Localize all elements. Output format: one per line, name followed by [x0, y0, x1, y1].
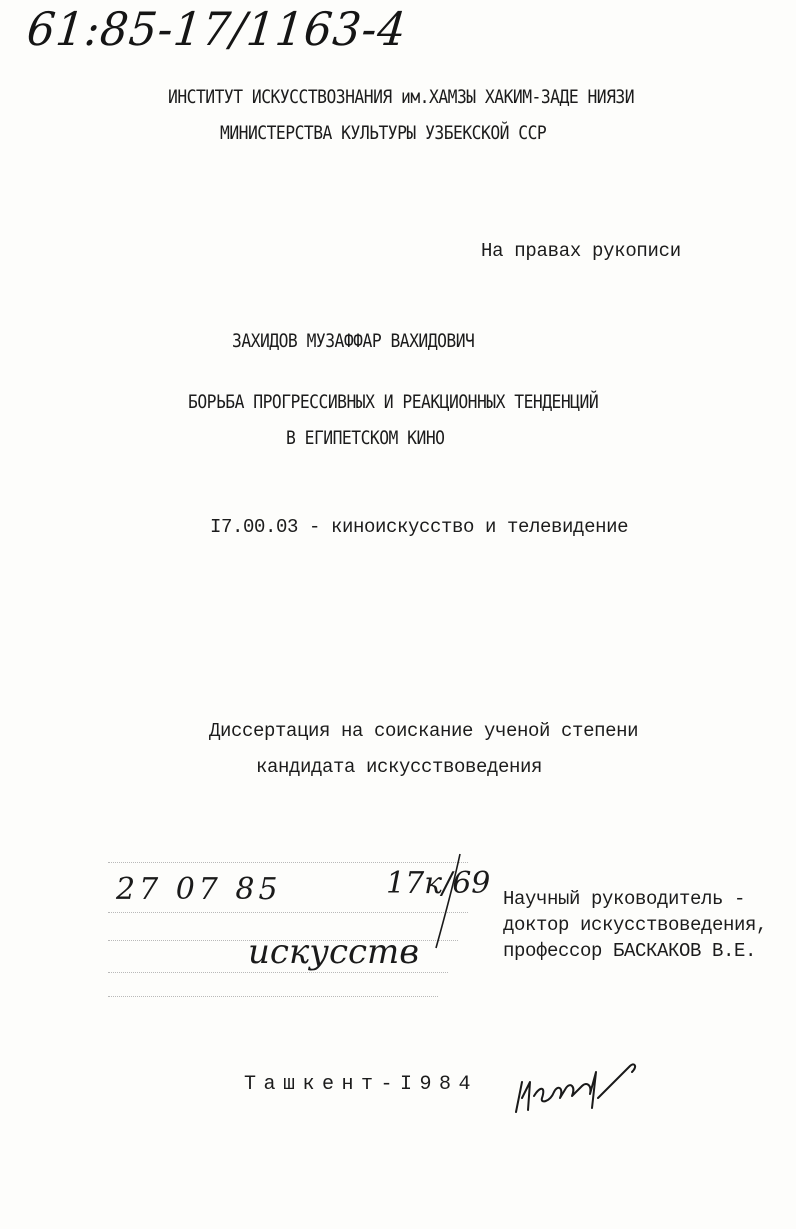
- dissertation-line-1: Диссертация на соискание ученой степени: [209, 720, 639, 742]
- handwritten-date: 27 07 85: [116, 872, 282, 907]
- stamp-dotted-line: [108, 862, 468, 863]
- handwritten-archive-number: 61:85-17/1163-4: [24, 2, 410, 56]
- supervisor-line-1: Научный руководитель -: [503, 888, 746, 910]
- institution-line-1: ИНСТИТУТ ИСКУССТВОЗНАНИЯ им.ХАМЗЫ ХАКИМ-ЗАДЕ НИЯЗИ: [168, 86, 635, 108]
- thesis-title-line-1: БОРЬБА ПРОГРЕССИВНЫХ И РЕАКЦИОННЫХ ТЕНДЕНЦИЙ: [188, 391, 599, 413]
- thesis-title-line-2: В ЕГИПЕТСКОМ КИНО: [286, 427, 445, 449]
- city-year: Ташкент-I984: [244, 1073, 479, 1096]
- manuscript-note: На правах рукописи: [481, 240, 681, 262]
- stamp-dotted-line: [108, 996, 438, 997]
- stamp-slash-stroke: [430, 852, 470, 952]
- author-name: ЗАХИДОВ МУЗАФФАР ВАХИДОВИЧ: [232, 330, 475, 352]
- handwritten-word: искусств: [248, 932, 420, 972]
- institution-line-2: МИНИСТЕРСТВА КУЛЬТУРЫ УЗБЕКСКОЙ ССР: [220, 122, 547, 144]
- supervisor-line-3: профессор БАСКАКОВ В.Е.: [503, 940, 757, 962]
- stamp-dotted-line: [108, 912, 468, 913]
- handwritten-code: 17к/69: [386, 866, 491, 901]
- supervisor-line-2: доктор искусствоведения,: [503, 914, 768, 936]
- specialty-code: I7.00.03 - киноискусство и телевидение: [210, 516, 629, 538]
- signature: [512, 1058, 642, 1118]
- dissertation-line-2: кандидата искусствоведения: [256, 756, 543, 778]
- stamp-dotted-line: [108, 972, 448, 973]
